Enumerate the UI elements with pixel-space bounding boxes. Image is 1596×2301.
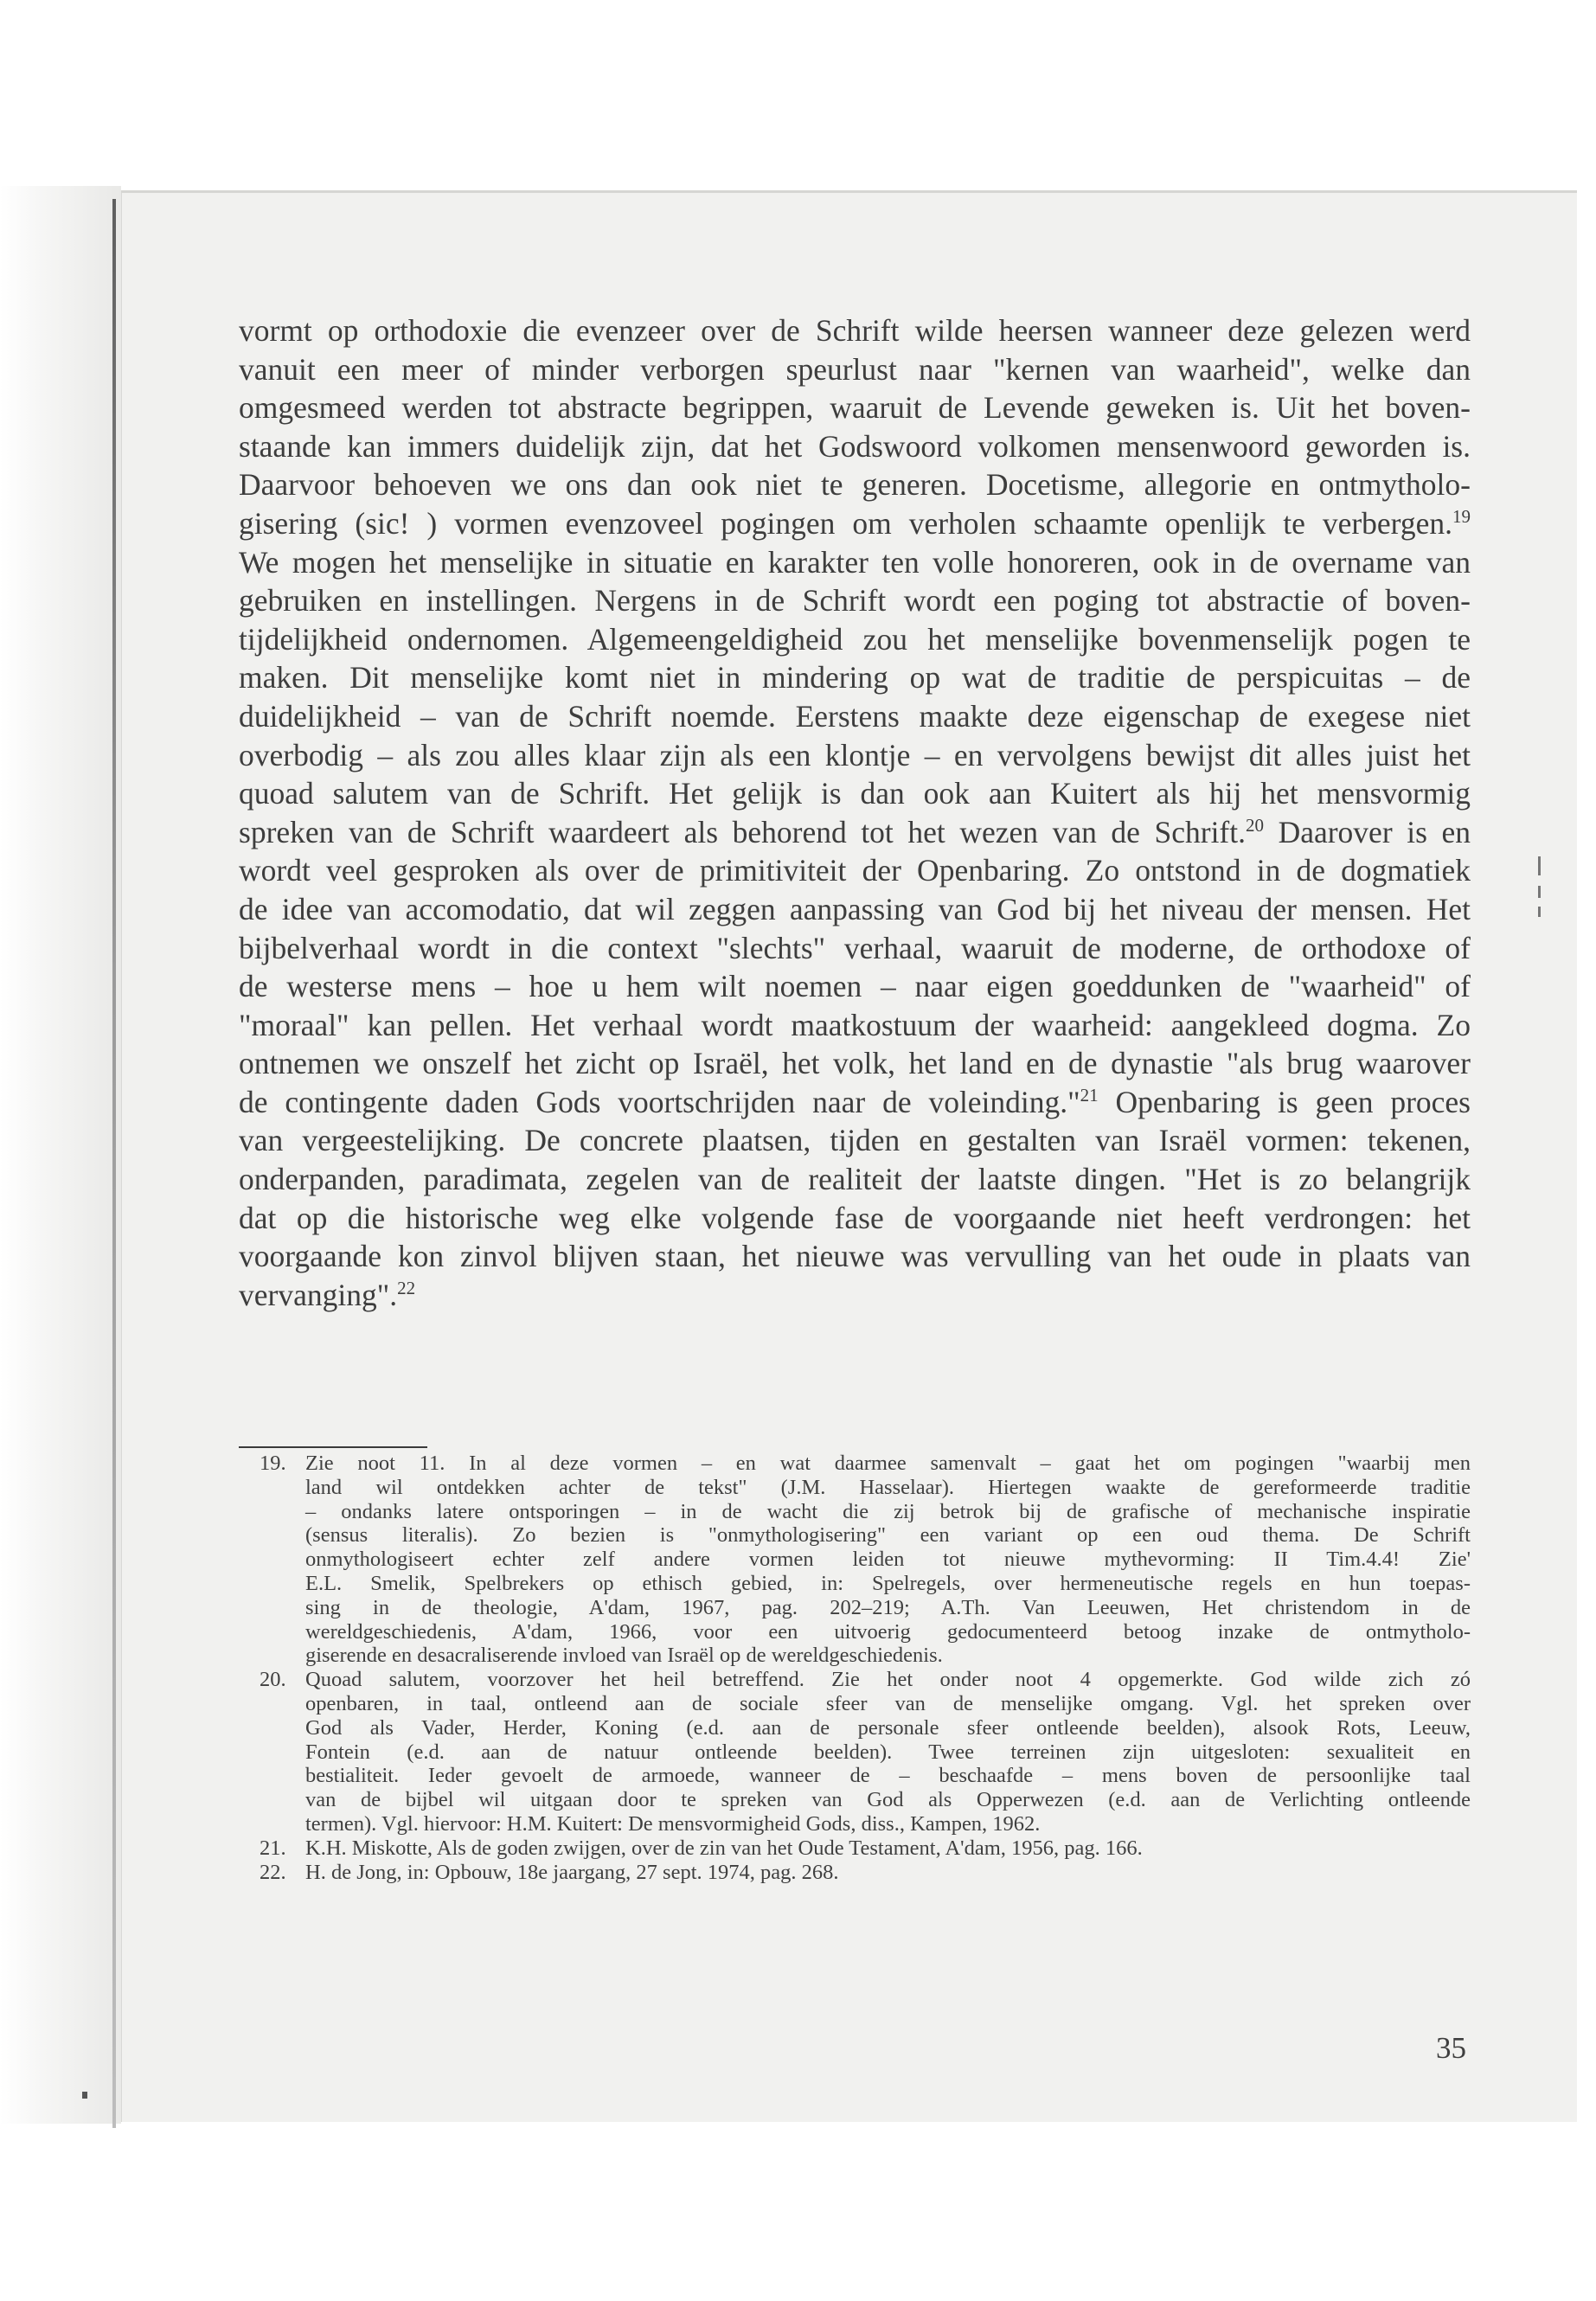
footnote-line: land wil ontdekken achter de tekst" (J.M. Hasselaar). Hiertegen waakte de gereformeerde traditie [305, 1475, 1471, 1499]
text-line: tijdelijkheid ondernomen. Algemeengeldigheid zou het menselijke bovenmenselijk pogen te [239, 621, 1471, 657]
footnote-line: E.L. Smelik, Spelbrekers op ethisch gebied, in: Spelregels, over hermeneutische regels en hun toepas- [305, 1571, 1471, 1595]
text-line: dat op die historische weg elke volgende fase de voorgaande niet heeft verdrongen: het [239, 1200, 1471, 1235]
footnote-line: sing in de theologie, A'dam, 1967, pag. 202–219; A.Th. Van Leeuwen, Het christendom in de [305, 1595, 1471, 1619]
text-run: Daarover is en [1264, 814, 1471, 849]
text-run: vervanging". [239, 1277, 398, 1312]
footnote-ref: 19 [1452, 506, 1471, 528]
footnote-line: Zie noot 11. In al deze vormen – en wat daarmee samenvalt – gaat het om pogingen "waarbij men [305, 1452, 1471, 1475]
binding-edge [112, 199, 116, 2128]
text-line: de westerse mens – hoe u hem wilt noemen – naar eigen goeddunken de "waarheid" of [239, 969, 1471, 1004]
text-line: ontnemen we onszelf het zicht op Israël, het volk, het land en de dynastie "als brug waarover [239, 1046, 1471, 1081]
text-line: duidelijkheid – van de Schrift noemde. Eerstens maakte deze eigenschap de exegese niet [239, 698, 1471, 734]
text-line: We mogen het menselijke in situatie en karakter ten volle honoreren, ook in de overname van [239, 544, 1471, 580]
text-line: maken. Dit menselijke komt niet in mindering op wat de traditie de perspicuitas – de [239, 660, 1471, 695]
text-line: wordt veel gesproken als over de primitiviteit der Openbaring. Zo ontstond in de dogmatiek [239, 853, 1471, 888]
text-line: gebruiken en instellingen. Nergens in de Schrift wordt een poging tot abstractie of boven- [239, 583, 1471, 619]
text-line: quoad salutem van de Schrift. Het gelijk is dan ook aan Kuitert als hij het mensvormig [239, 776, 1471, 811]
footnote [260, 1836, 1471, 1861]
footnote-line: bestialiteit. Ieder gevoelt de armoede, wanneer de – beschaafde – mens boven de persoonlijke taal [305, 1764, 1471, 1788]
text-line: Daarvoor behoeven we ons dan ook niet te generen. Docetisme, allegorie en ontmytholo- [239, 467, 1471, 503]
footnote [260, 1861, 1471, 1885]
text-line [239, 813, 1471, 852]
text-line [239, 1083, 1471, 1122]
text-line: "moraal" kan pellen. Het verhaal wordt maatkostuum der waarheid: aangekleed dogma. Zo [239, 1007, 1471, 1042]
text-line: staande kan immers duidelijk zijn, dat het Godswoord volkomen mensenwoord geworden is. [239, 428, 1471, 464]
text-line [239, 504, 1471, 543]
footnotes [260, 1452, 1471, 1884]
text-run: Openbaring is geen proces [1098, 1084, 1471, 1119]
margin-mark [1538, 907, 1541, 917]
footnote-number: 22. [260, 1860, 286, 1884]
text-line: bijbelverhaal wordt in die context "slechts" verhaal, waaruit de moderne, de orthodoxe of [239, 930, 1471, 965]
text-line: omgesmeed werden tot abstracte begrippen, waaruit de Levende geweken is. Uit het boven- [239, 390, 1471, 426]
footnote-separator [239, 1446, 427, 1448]
text-run: gisering (sic! ) vormen evenzoveel pogingen om verholen schaamte openlijk te verbergen. [239, 505, 1452, 541]
footnote-line: van de bijbel wil uitgaan door te spreken van God als Opperwezen (e.d. aan de Verlichting ontleende [305, 1788, 1471, 1812]
margin-mark [1538, 886, 1541, 898]
text-line: vormt op orthodoxie die evenzeer over de Schrift wilde heersen wanneer deze gelezen werd [239, 313, 1471, 348]
footnote-line: (sensus literalis). Zo bezien is "onmythologisering" een variant op een oud thema. De Schrift [305, 1523, 1471, 1548]
footnote [260, 1452, 1471, 1668]
footnote-line: Quoad salutem, voorzover het heil betreffend. Zie het onder noot 4 opgemerkte. God wilde zich zó [305, 1668, 1471, 1692]
page-number: 35 [1436, 2031, 1466, 2065]
text-line: onderpanden, paradimata, zegelen van de realiteit der laatste dingen. "Het is zo belangrijk [239, 1162, 1471, 1197]
footnote-line: giserende en desacraliserende invloed van Israël op de wereldgeschiedenis. [305, 1644, 943, 1668]
binding-mark [82, 2092, 87, 2099]
page-edge-shadow [0, 186, 121, 2124]
footnote-line: K.H. Miskotte, Als de goden zwijgen, over de zin van het Oude Testament, A'dam, 1956, pag. 166. [305, 1836, 1143, 1860]
footnote-line: Fontein (e.d. aan de natuur ontleende beelden). Twee terreinen zijn uitgesloten: sexualiteit en [305, 1740, 1471, 1764]
footnote-ref: 22 [397, 1278, 416, 1299]
text-line: vanuit een meer of minder verborgen speurlust naar "kernen van waarheid", welke dan [239, 351, 1471, 387]
footnote-line: – ondanks latere ontsporingen – in de wacht die zij betrok bij de grafische of mechanische inspiratie [305, 1499, 1471, 1523]
text-run: de contingente daden Gods voortschrijden naar de voleinding." [239, 1084, 1080, 1119]
body-text [239, 311, 1471, 1314]
footnote-number: 19. [260, 1452, 286, 1475]
text-line: de idee van accomodatio, dat wil zeggen aanpassing van God bij het niveau der mensen. Het [239, 891, 1471, 926]
text-line: overbodig – als zou alles klaar zijn als een klontje – en vervolgens bewijst dit alles juist het [239, 737, 1471, 772]
footnote-ref: 20 [1246, 814, 1264, 836]
text-line: van vergeestelijking. De concrete plaatsen, tijden en gestalten van Israël vormen: tekenen, [239, 1123, 1471, 1158]
footnote [260, 1668, 1471, 1836]
footnote-number: 21. [260, 1836, 286, 1860]
footnote-line: God als Vader, Herder, Koning (e.d. aan de personale sfeer ontleende beelden), alsook Rots, Leeuw, [305, 1715, 1471, 1740]
footnote-number: 20. [260, 1668, 286, 1692]
text-run: spreken van de Schrift waardeert als behorend tot het wezen van de Schrift. [239, 814, 1246, 849]
footnote-line: onmythologiseert echter zelf andere vormen leiden tot nieuwe mythevorming: II Tim.4.4! Zie' [305, 1548, 1471, 1572]
footnote-line: openbaren, in taal, ontleend aan de sociale sfeer van de menselijke omgang. Vgl. het spreken over [305, 1691, 1471, 1715]
text-line [239, 1276, 1471, 1315]
footnote-ref: 21 [1080, 1085, 1099, 1106]
margin-mark [1538, 856, 1541, 875]
footnote-line: termen). Vgl. hiervoor: H.M. Kuitert: De mensvormigheid Gods, diss., Kampen, 1962. [305, 1811, 1041, 1836]
footnote-line: wereldgeschiedenis, A'dam, 1966, voor een uitvoerig gedocumenteerd betoog inzake de ontmytholo- [305, 1619, 1471, 1644]
text-line: voorgaande kon zinvol blijven staan, het nieuwe was vervulling van het oude in plaats van [239, 1239, 1471, 1274]
footnote-line: H. de Jong, in: Opbouw, 18e jaargang, 27 sept. 1974, pag. 268. [305, 1860, 839, 1884]
